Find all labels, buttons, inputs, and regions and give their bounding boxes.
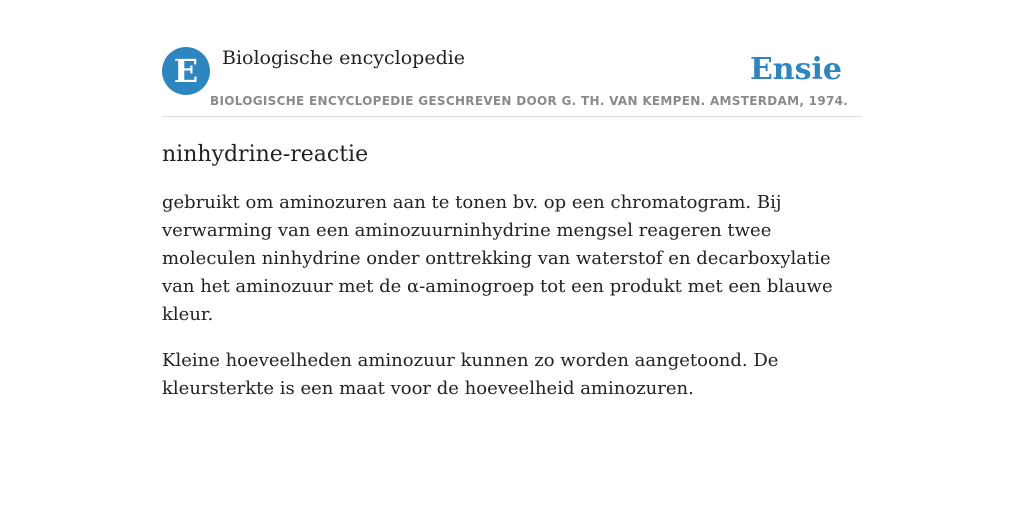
- entry-paragraph: gebruikt om aminozuren aan te tonen bv. op een chromatogram. Bij verwarming van een aminozuurninhydrine mengsel reageren twee moleculen ninhydrine onder onttrekking van waterstof en decarboxylatie van het aminozuur met de α-aminogroep tot een produkt met een blauwe kleur.: [162, 192, 833, 325]
- book-info: BIOLOGISCHE ENCYCLOPEDIE GESCHREVEN DOOR G. TH. VAN KEMPEN. AMSTERDAM, 1974.: [210, 94, 849, 108]
- page: [162, 0, 862, 403]
- entry-title: ninhydrine-reactie: [162, 142, 369, 167]
- encyclopedia-logo-icon[interactable]: E: [162, 47, 210, 95]
- entry-paragraph: Kleine hoeveelheden aminozuur kunnen zo worden aangetoond. De kleursterkte is een maat voor de hoeveelheid aminozuren.: [162, 350, 779, 399]
- entry-body: [162, 189, 862, 403]
- header: [162, 0, 862, 117]
- book-title-link[interactable]: Biologische encyclopedie: [222, 47, 466, 69]
- ensie-brand-link[interactable]: Ensie: [749, 52, 842, 87]
